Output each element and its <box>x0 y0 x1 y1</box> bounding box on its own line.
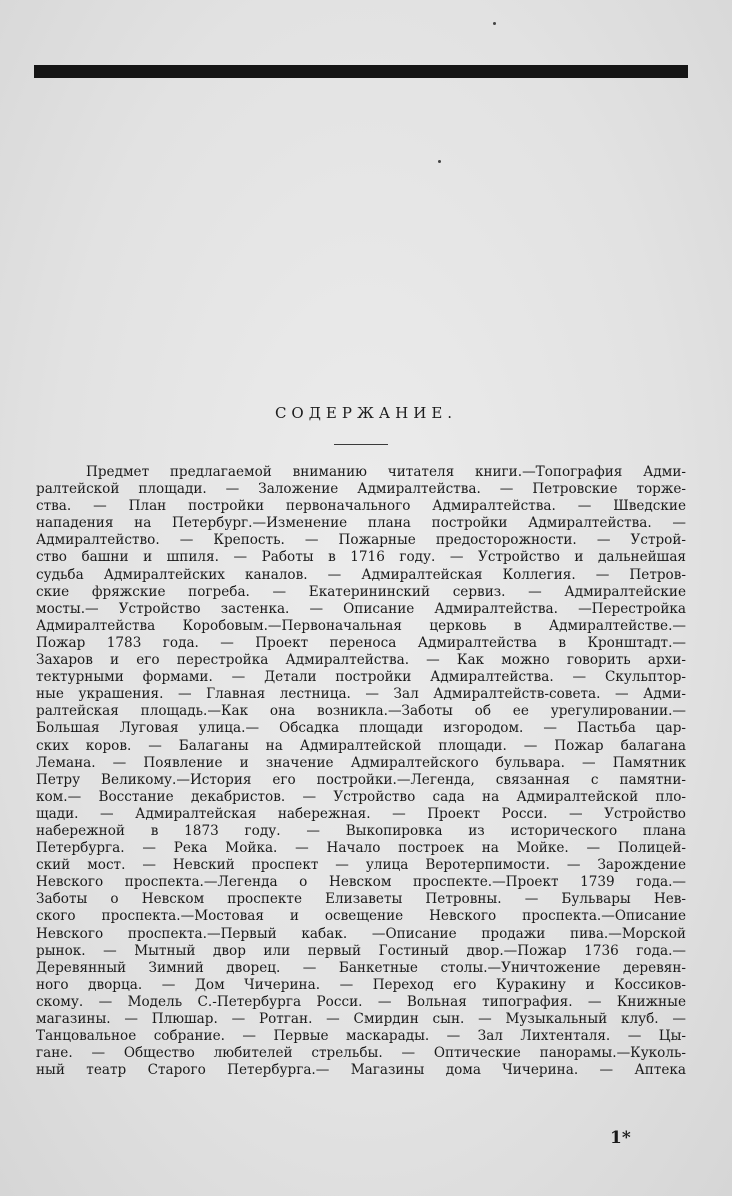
text-line: ного дворца. — Дом Чичерина. — Переход его Куракину и Коссиков- <box>36 976 686 993</box>
text-line: ралтейская площадь.—Как она возникла.—Заботы об ее урегулировании.— <box>36 703 686 720</box>
contents-paragraph <box>36 464 686 1079</box>
page-heading: СОДЕРЖАНИЕ. <box>274 404 458 422</box>
text-line: Петру Великому.—История его постройки.—Легенда, связанная с памятни- <box>36 771 686 788</box>
text-line: Лемана. — Появление и значение Адмиралтейского бульвара. — Памятник <box>36 754 686 771</box>
text-line: ралтейской площади. — Заложение Адмиралтейства. — Петровские торже- <box>36 481 686 498</box>
text-line: гане. — Общество любителей стрельбы. — Оптические панорамы.—Куколь- <box>36 1045 686 1062</box>
text-line: рынок. — Мытный двор или первый Гостиный двор.—Пожар 1736 года.— <box>36 942 686 959</box>
text-line: ный театр Старого Петербурга.— Магазины дома Чичерина. — Аптека <box>36 1062 686 1079</box>
heading-rule <box>334 444 388 445</box>
ink-speck <box>493 22 496 25</box>
text-line: ские фряжские погреба. — Екатерининский сервиз. — Адмиралтейские <box>36 583 686 600</box>
text-line: набережной в 1873 году. — Выкопировка из исторического плана <box>36 822 686 839</box>
text-line: судьба Адмиралтейских каналов. — Адмиралтейская Коллегия. — Петров- <box>36 566 686 583</box>
text-line: Пожар 1783 года. — Проект переноса Адмиралтейства в Кронштадт.— <box>36 634 686 651</box>
text-line: ский мост. — Невский проспект — улица Веротерпимости. — Зарождение <box>36 857 686 874</box>
top-rule <box>34 65 688 78</box>
text-line: Петербурга. — Река Мойка. — Начало построек на Мойке. — Полицей- <box>36 840 686 857</box>
text-line: тектурными формами. — Детали постройки Адмиралтейства. — Скульптор- <box>36 669 686 686</box>
text-line: ком.— Восстание декабристов. — Устройство сада на Адмиралтейской пло- <box>36 788 686 805</box>
page-number: 1* <box>610 1128 631 1148</box>
text-line: щади. — Адмиралтейская набережная. — Проект Росси. — Устройство <box>36 805 686 822</box>
text-line: ского проспекта.—Мостовая и освещение Невского проспекта.—Описание <box>36 908 686 925</box>
text-line: Деревянный Зимний дворец. — Банкетные столы.—Уничтожение деревян- <box>36 959 686 976</box>
text-line: мосты.— Устройство застенка. — Описание Адмиралтейства. —Перестройка <box>36 600 686 617</box>
text-line: Адмиралтейства Коробовым.—Первоначальная церковь в Адмиралтействе.— <box>36 617 686 634</box>
text-line: Большая Луговая улица.— Обсадка площади изгородом. — Пастьба цар- <box>36 720 686 737</box>
text-line: ства. — План постройки первоначального Адмиралтейства. — Шведские <box>36 498 686 515</box>
text-line: Танцовальное собрание. — Первые маскарады. — Зал Лихтенталя. — Цы- <box>36 1028 686 1045</box>
text-line: ные украшения. — Главная лестница. — Зал Адмиралтейств-совета. — Адми- <box>36 686 686 703</box>
text-line: Заботы о Невском проспекте Елизаветы Петровны. — Бульвары Нев- <box>36 891 686 908</box>
ink-speck <box>438 160 441 163</box>
text-line: нападения на Петербург.—Изменение плана постройки Адмиралтейства. — <box>36 515 686 532</box>
text-line: Захаров и его перестройка Адмиралтейства. — Как можно говорить архи- <box>36 652 686 669</box>
text-line: магазины. — Плюшар. — Ротган. — Смирдин сын. — Музыкальный клуб. — <box>36 1011 686 1027</box>
text-line: Адмиралтейство. — Крепость. — Пожарные предосторожности. — Устрой- <box>36 532 686 549</box>
text-line: Предмет предлагаемой вниманию читателя книги.—Топография Адми- <box>86 464 686 480</box>
text-line: скому. — Модель С.-Петербурга Росси. — Вольная типография. — Книжные <box>36 993 686 1010</box>
text-line: ских коров. — Балаганы на Адмиралтейской площади. — Пожар балагана <box>36 737 686 754</box>
text-line: Невского проспекта.—Легенда о Невском проспекте.—Проект 1739 года.— <box>36 874 686 891</box>
text-line: ство башни и шпиля. — Работы в 1716 году. — Устройство и дальнейшая <box>36 549 686 566</box>
text-line: Невского проспекта.—Первый кабак. —Описание продажи пива.—Морской <box>36 925 686 942</box>
